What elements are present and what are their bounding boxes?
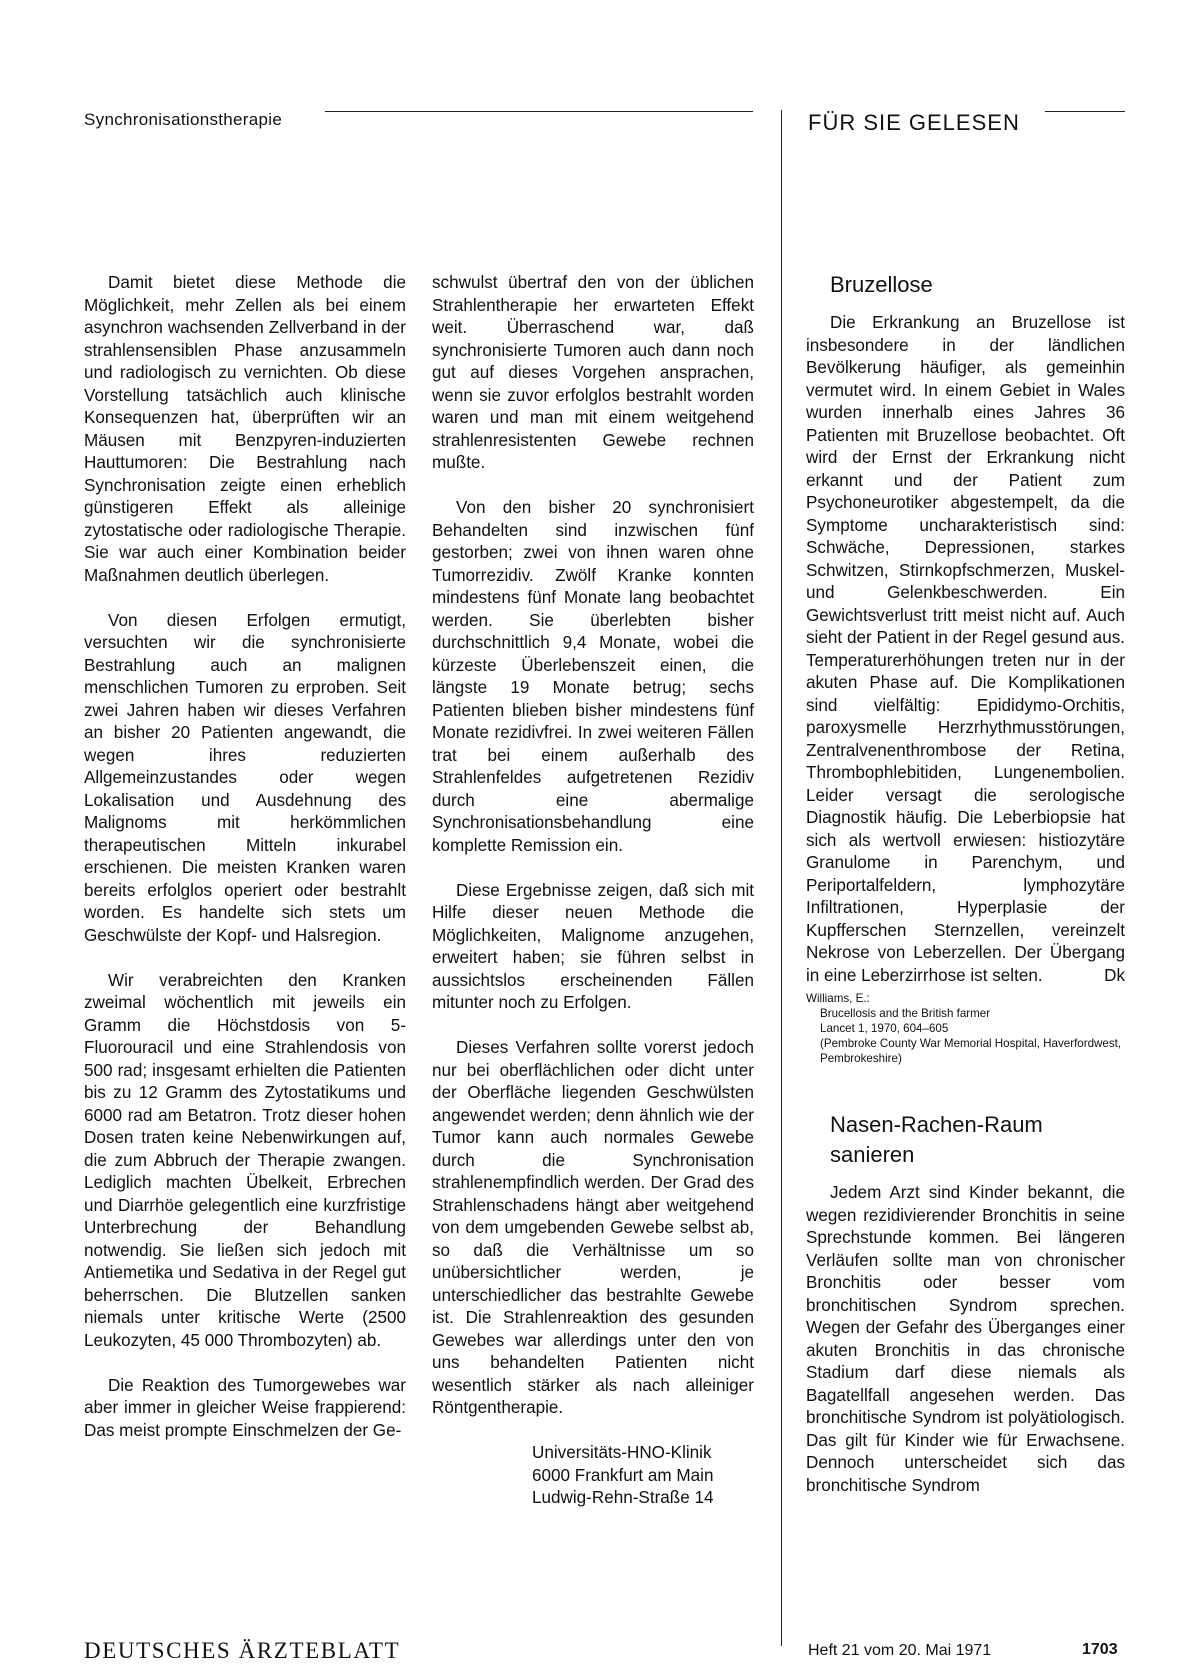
- address-line: 6000 Frankfurt am Main: [532, 1465, 714, 1485]
- sidebar-paragraph: Jedem Arzt sind Kinder bekannt, die wegen rezidivierender Bronchitis in seine Sprechstunde kommen. Bei längeren Verläufen sollte man von chronischer Bronchitis oder besser vom bronchitischen Syndrom sprechen. Wegen der Gefahr des Überganges einer akuten Bronchitis in das chronische Stadium darf diese niemals als Bagatellfall angesehen werden. Das bronchitische Syndrom ist polyätiologisch. Das gilt für Kinder wie für Erwachsene. Dennoch unterscheidet sich das bronchitische Syndrom: [806, 1183, 1125, 1495]
- sidebar-text: Die Erkrankung an Bruzellose ist insbesondere in der ländlichen Bevölkerung häufiger, als gemeinhin vermutet wird. In einem Gebiet in Wales wurden innerhalb eines Jahres 36 Patienten mit Bruzellose beobachtet. Oft wird der Ernst der Erkrankung nicht erkannt und der Patient zum Psychoneurotiker abgestempelt, da die Symptome uncharakteristisch sind: Schwäche, Depressionen, starkes Schwitzen, Stirnkopfschmerzen, Muskel- und Gelenkbeschwerden. Ein Gewichtsverlust tritt meist nicht auf. Auch sieht der Patient in der Regel gesund aus. Temperaturerhöhungen treten nur in der akuten Phase auf. Die Komplikationen sind vielfältig: Epididymo-Orchitis, paroxysmelle Herzrhythmusstörungen, Zentralvenenthrombose der Retina, Thrombophlebitiden, Lungenembolien. Leider versagt die serologische Diagnostik häufig. Die Leberbiopsie hat sich als wertvoll erwiesen: histiozytäre Granulome in Parenchym, und Periportalfeldern, lymphozytäre Infiltrationen, Hyperplasie der Kupfferschen Sternzellen, vereinzelt Nekrose von Leberzellen. Der Übergang in eine Leberzirrhose ist selten.: [806, 313, 1125, 985]
- reference-author: Williams, E.:: [806, 992, 870, 1005]
- paragraph: Damit bietet diese Methode die Möglichkeit, mehr Zellen als bei einem asynchron wachsenden Zellverband in der strahlensensiblen Phase anzusammeln und radiologisch zu vernichten. Ob diese Vorstellung tatsächlich auch klinische Konsequenzen hat, überprüften wir an Mäusen mit Benzpyren-induzierten Hauttumoren: Die Bestrahlung nach Synchronisation zeigte einen erheblich günstigeren Effekt als alleinige zytostatische oder radiologische Therapie. Sie war auch einer Kombination beider Maßnahmen deutlich überlegen.: [84, 273, 406, 585]
- column-divider: [781, 110, 782, 1646]
- sidebar-title-nasen-rachen-raum: Nasen-Rachen-Raum sanieren: [830, 1112, 1043, 1167]
- reference-journal: Lancet 1, 1970, 604–605: [820, 1022, 949, 1035]
- paragraph: schwulst übertraf den von der üblichen Strahlentherapie her erwarteten Effekt weit. Überraschend war, daß synchronisierte Tumoren auch dann noch gut auf dieses Vorgehen ansprachen, wenn sie zuvor erfolglos bestrahlt worden waren und man mit einem weitgehend strahlenresistenten Gewebe rechnen mußte.: [432, 273, 754, 472]
- section-header-rule: [1045, 111, 1125, 112]
- article-column-1: [84, 272, 406, 1465]
- sidebar-title-bruzellose: Bruzellose: [830, 272, 933, 297]
- paragraph: Diese Ergebnisse zeigen, daß sich mit Hilfe dieser neuen Methode die Möglichkeiten, Malignome anzugehen, erweitert haben; sie führen selbst in aussichtslos erscheinenden Fällen mitunter noch zu Erfolgen.: [432, 880, 754, 1012]
- section-header: FÜR SIE GELESEN: [808, 110, 1020, 135]
- paragraph: Von diesen Erfolgen ermutigt, versuchten wir die synchronisierte Bestrahlung auch an malignen menschlichen Tumoren zu erproben. Seit zwei Jahren haben wir dieses Verfahren an bisher 20 Patienten angewandt, die wegen ihres reduzierten Allgemeinzustandes oder wegen Lokalisation und Ausdehnung des Malignoms mit herkömmlichen therapeutischen Mitteln inkurabel erschienen. Die meisten Kranken waren bereits erfolglos operiert oder bestrahlt worden. Es handelte sich stets um Geschwülste der Kopf- und Halsregion.: [84, 610, 406, 945]
- reference-affiliation: (Pembroke County War Memorial Hospital, Haverfordwest, Pembrokeshire): [820, 1037, 1122, 1065]
- paragraph: Dieses Verfahren sollte vorerst jedoch nur bei oberflächlichen oder dicht unter der Oberfläche liegenden Geschwülsten angewendet werden; denn ähnlich wie der Tumor kann auch normales Gewebe durch die Synchronisation strahlenempfindlich werden. Der Grad des Strahlenschadens hängt aber weitgehend von dem umgebenden Gewebe selbst ab, so daß die Verhältnisse um so unübersichtlicher werden, je unterschiedlicher das bestrahlte Gewebe ist. Die Strahlenreaktion des gesunden Gewebes war allerdings unter den von uns behandelten Patienten nicht wesentlich stärker als nach alleiniger Röntgentherapie.: [432, 1038, 754, 1417]
- running-header: Synchronisationstherapie: [84, 110, 283, 129]
- reference-title: Brucellosis and the British farmer: [820, 1007, 991, 1020]
- paragraph: Wir verabreichten den Kranken zweimal wöchentlich mit jeweils ein Gramm die Höchstdosis von 5-Fluorouracil und eine Strahlendosis von 500 rad; insgesamt erhielten die Patienten bis zu 12 Gramm des Zytostatikums und 6000 rad am Betatron. Trotz dieser hohen Dosen traten keine Nebenwirkungen auf, die zum Abbruch der Therapie zwangen. Lediglich machten Übelkeit, Erbrechen und Diarrhöe gelegentlich eine kurzfristige Unterbrechung der Behandlung notwendig. Sie ließen sich jedoch mit Antiemetika und Sedativa in der Regel gut beherrschen. Die Blutzellen sanken niemals unter kritische Werte (2500 Leukozyten, 45 000 Thrombozyten) ab.: [84, 970, 406, 1350]
- journal-name: DEUTSCHES ÄRZTEBLATT: [84, 1638, 401, 1663]
- article-column-2: [432, 272, 754, 1510]
- sidebar-column: [806, 270, 1125, 1520]
- paragraph: Von den bisher 20 synchronisiert Behandelten sind inzwischen fünf gestorben; zwei von ihnen waren ohne Tumorrezidiv. Zwölf Kranke konnten mindestens fünf Monate lang beobachtet werden. Sie überlebten bisher durchschnittlich 9,4 Monate, wobei die kürzeste Überlebenszeit einen, die längste 19 Monate betrug; sechs Patienten blieben bisher mindestens fünf Monate rezidivfrei. In zwei weiteren Fällen trat bei einem außerhalb des Strahlenfeldes aufgetretenen Rezidiv durch eine abermalige Synchronisationsbehandlung eine komplette Remission ein.: [432, 498, 754, 855]
- address-line: Universitäts-HNO-Klinik: [532, 1443, 712, 1462]
- address-line: Ludwig-Rehn-Straße 14: [532, 1488, 714, 1507]
- issue-info: Heft 21 vom 20. Mai 1971: [808, 1642, 992, 1659]
- page-number: 1703: [1082, 1641, 1118, 1658]
- reference: [806, 991, 1125, 1066]
- paragraph: Die Reaktion des Tumorgewebes war aber immer in gleicher Weise frappierend: Das meist prompte Einschmelzen der Ge-: [84, 1375, 406, 1440]
- author-address: [432, 1442, 754, 1510]
- author-initials: Dk: [1104, 965, 1125, 985]
- header-rule: [325, 111, 753, 112]
- sidebar-paragraph: [806, 312, 1125, 987]
